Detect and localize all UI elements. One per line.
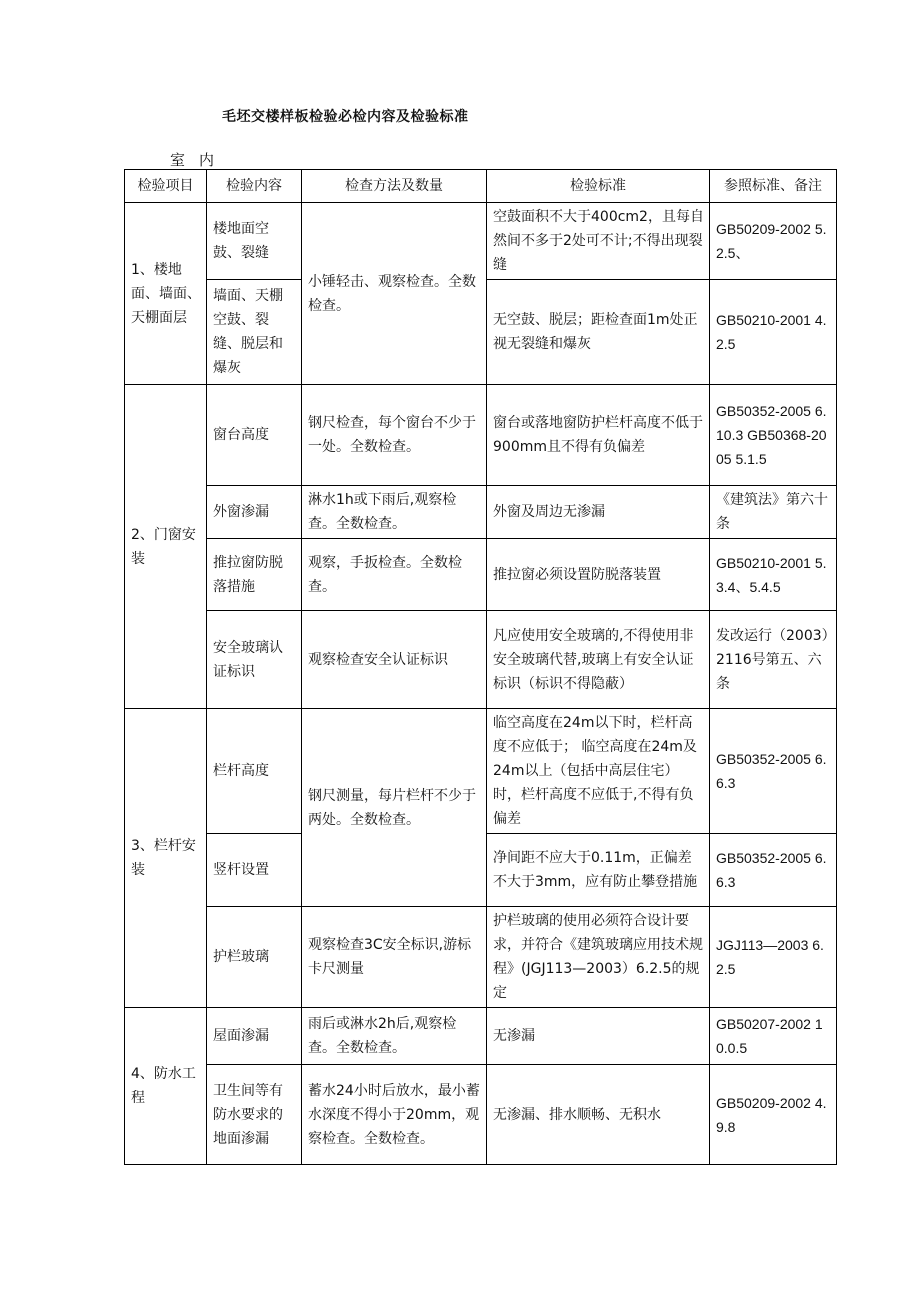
inspection-table xyxy=(124,169,837,1165)
reference-cell: GB50352-2005 6.6.3 xyxy=(710,709,837,834)
reference-cell: 《建筑法》第六十条 xyxy=(710,486,837,539)
reference-cell: GB50210-2001 4.2.5 xyxy=(710,280,837,385)
reference-cell: GB50209-2002 5.2.5、 xyxy=(710,203,837,280)
method-cell: 小锤轻击、观察检查。全数检查。 xyxy=(302,203,487,385)
content-cell: 竖杆设置 xyxy=(207,834,302,907)
standard-cell: 无渗漏 xyxy=(487,1008,710,1065)
header-reference: 参照标准、备注 xyxy=(710,170,837,203)
method-cell: 淋水1h或下雨后,观察检查。全数检查。 xyxy=(302,486,487,539)
method-cell: 观察，手扳检查。全数检查。 xyxy=(302,539,487,611)
item-cell: 3、栏杆安装 xyxy=(125,709,207,1008)
reference-cell: GB50210-2001 5.3.4、5.4.5 xyxy=(710,539,837,611)
standard-cell: 外窗及周边无渗漏 xyxy=(487,486,710,539)
reference-cell: GB50209-2002 4.9.8 xyxy=(710,1065,837,1165)
standard-cell: 凡应使用安全玻璃的,不得使用非安全玻璃代替,玻璃上有安全认证标识（标识不得隐蔽） xyxy=(487,611,710,709)
header-standard: 检验标准 xyxy=(487,170,710,203)
content-cell: 卫生间等有防水要求的地面渗漏 xyxy=(207,1065,302,1165)
table-row xyxy=(125,1008,837,1065)
standard-cell: 临空高度在24m以下时，栏杆高度不应低于； 临空高度在24m及24m以上（包括中高层住宅）时，栏杆高度不应低于,不得有负偏差 xyxy=(487,709,710,834)
item-cell: 1、楼地面、墙面、天棚面层 xyxy=(125,203,207,385)
content-cell: 墙面、天棚空鼓、裂缝、脱层和爆灰 xyxy=(207,280,302,385)
method-cell: 蓄水24小时后放水，最小蓄水深度不得小于20mm，观察检查。全数检查。 xyxy=(302,1065,487,1165)
header-item: 检验项目 xyxy=(125,170,207,203)
content-cell: 外窗渗漏 xyxy=(207,486,302,539)
standard-cell: 空鼓面积不大于400cm2，且每自然间不多于2处可不计;不得出现裂缝 xyxy=(487,203,710,280)
table-header-row xyxy=(125,170,837,203)
method-cell: 观察检查3C安全标识,游标卡尺测量 xyxy=(302,907,487,1008)
item-cell: 4、防水工程 xyxy=(125,1008,207,1165)
method-cell: 雨后或淋水2h后,观察检查。全数检查。 xyxy=(302,1008,487,1065)
content-cell: 栏杆高度 xyxy=(207,709,302,834)
method-cell: 钢尺检查，每个窗台不少于一处。全数检查。 xyxy=(302,385,487,486)
content-cell: 窗台高度 xyxy=(207,385,302,486)
header-method: 检查方法及数量 xyxy=(302,170,487,203)
header-content: 检验内容 xyxy=(207,170,302,203)
reference-cell: JGJ113—2003 6.2.5 xyxy=(710,907,837,1008)
standard-cell: 窗台或落地窗防护栏杆高度不低于900mm且不得有负偏差 xyxy=(487,385,710,486)
reference-cell: 发改运行（2003）2116号第五、六条 xyxy=(710,611,837,709)
method-cell: 钢尺测量，每片栏杆不少于两处。全数检查。 xyxy=(302,709,487,907)
reference-cell: GB50352-2005 6.6.3 xyxy=(710,834,837,907)
reference-cell: GB50352-2005 6.10.3 GB50368-2005 5.1.5 xyxy=(710,385,837,486)
reference-cell: GB50207-2002 10.0.5 xyxy=(710,1008,837,1065)
method-cell: 观察检查安全认证标识 xyxy=(302,611,487,709)
table-row xyxy=(125,611,837,709)
content-cell: 楼地面空鼓、裂缝 xyxy=(207,203,302,280)
standard-cell: 护栏玻璃的使用必须符合设计要求，并符合《建筑玻璃应用技术规程》(JGJ113—2003）6.2.5的规定 xyxy=(487,907,710,1008)
item-cell: 2、门窗安装 xyxy=(125,385,207,709)
content-cell: 安全玻璃认证标识 xyxy=(207,611,302,709)
table-row xyxy=(125,1065,837,1165)
content-cell: 屋面渗漏 xyxy=(207,1008,302,1065)
standard-cell: 无渗漏、排水顺畅、无积水 xyxy=(487,1065,710,1165)
table-row xyxy=(125,203,837,280)
content-cell: 推拉窗防脱落措施 xyxy=(207,539,302,611)
table-row xyxy=(125,486,837,539)
content-cell: 护栏玻璃 xyxy=(207,907,302,1008)
document-title: 毛坯交楼样板检验必检内容及检验标准 xyxy=(222,109,469,125)
table-row xyxy=(125,709,837,834)
standard-cell: 净间距不应大于0.11m，正偏差不大于3mm，应有防止攀登措施 xyxy=(487,834,710,907)
standard-cell: 推拉窗必须设置防脱落装置 xyxy=(487,539,710,611)
table-row xyxy=(125,539,837,611)
section-subtitle: 室内 xyxy=(170,151,229,169)
standard-cell: 无空鼓、脱层；距检查面1m处正视无裂缝和爆灰 xyxy=(487,280,710,385)
table-row xyxy=(125,385,837,486)
table-row xyxy=(125,907,837,1008)
